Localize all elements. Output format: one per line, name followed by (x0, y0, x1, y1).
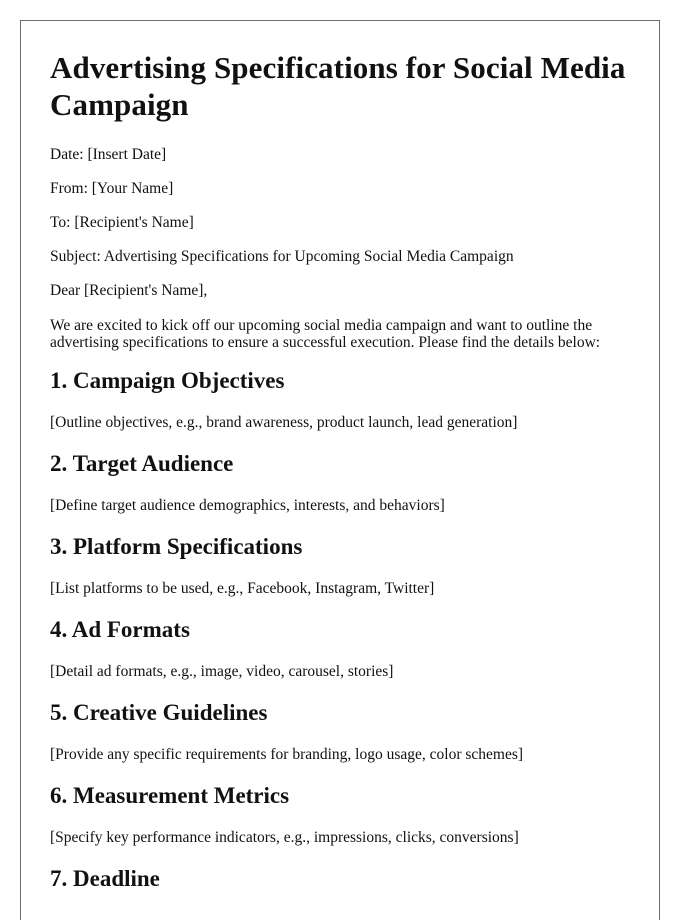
to-line: To: [Recipient's Name] (50, 214, 194, 231)
section-body-platform-specifications: [List platforms to be used, e.g., Facebook, Instagram, Twitter] (50, 580, 435, 597)
section-heading-target-audience: 2. Target Audience (50, 451, 234, 476)
document-title: Advertising Specifications for Social Media Campaign (50, 50, 626, 122)
section-heading-measurement-metrics: 6. Measurement Metrics (50, 783, 290, 808)
section-body-ad-formats: [Detail ad formats, e.g., image, video, carousel, stories] (50, 663, 394, 680)
section-body-campaign-objectives: [Outline objectives, e.g., brand awareness, product launch, lead generation] (50, 414, 518, 431)
section-heading-campaign-objectives: 1. Campaign Objectives (50, 368, 285, 393)
intro-paragraph: We are excited to kick off our upcoming social media campaign and want to outline the advertising specifications to ensure a successful execution. Please find the details below: (50, 317, 601, 351)
section-heading-platform-specifications: 3. Platform Specifications (50, 534, 303, 559)
date-line: Date: [Insert Date] (50, 146, 167, 163)
salutation: Dear [Recipient's Name], (50, 282, 208, 299)
from-line: From: [Your Name] (50, 180, 174, 197)
section-heading-deadline: 7. Deadline (50, 866, 160, 891)
section-body-measurement-metrics: [Specify key performance indicators, e.g., impressions, clicks, conversions] (50, 829, 519, 846)
document-content (50, 49, 640, 911)
section-heading-creative-guidelines: 5. Creative Guidelines (50, 700, 268, 725)
subject-line: Subject: Advertising Specifications for Upcoming Social Media Campaign (50, 248, 514, 265)
document-page (20, 20, 660, 920)
section-heading-ad-formats: 4. Ad Formats (50, 617, 190, 642)
section-body-creative-guidelines: [Provide any specific requirements for branding, logo usage, color schemes] (50, 746, 524, 763)
section-body-target-audience: [Define target audience demographics, interests, and behaviors] (50, 497, 445, 514)
